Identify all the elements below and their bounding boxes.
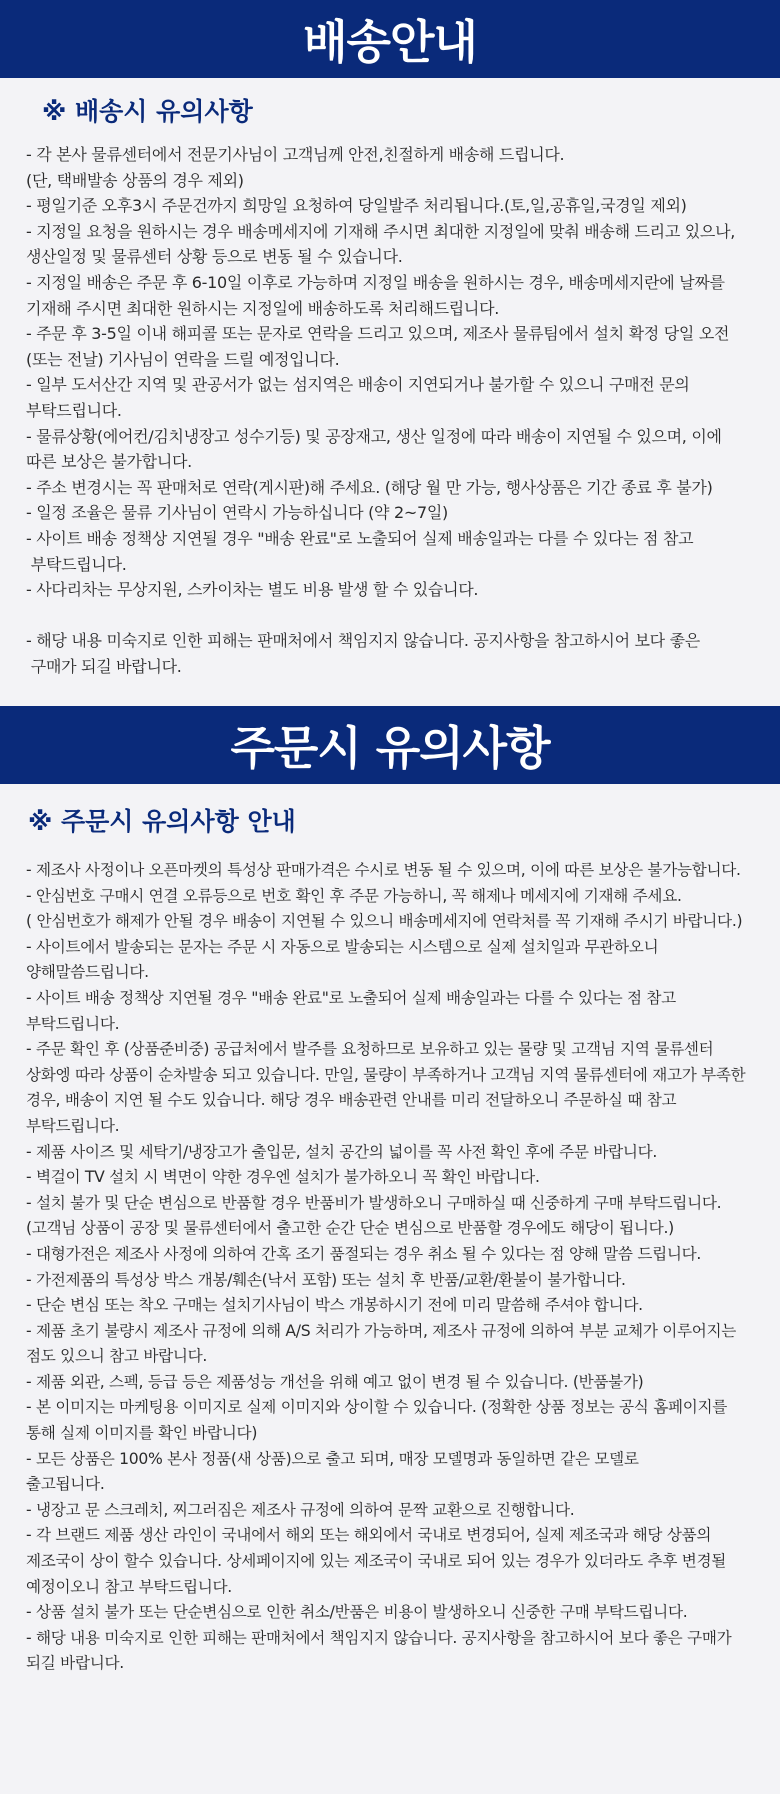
list-item: - 벽걸이 TV 설치 시 벽면이 약한 경우엔 설치가 불가하오니 꼭 확인 바랍니다. — [26, 1168, 540, 1187]
list-item: - 냉장고 문 스크레치, 찌그러짐은 제조사 규정에 의하여 문짝 교환으로 진행합니다. — [26, 1500, 575, 1519]
list-item: - 지정일 배송은 주문 후 6-10일 이후로 가능하며 지정일 배송을 원하시는 경우, 배송메세지란에 날짜를 기재해 주시면 최대한 원하시는 지정일에 배송하도록 처리해드립니다. — [26, 272, 730, 318]
list-item: - 안심번호 구매시 연결 오류등으로 번호 확인 후 주문 가능하니, 꼭 해제나 메세지에 기재해 주세요. — [26, 886, 682, 905]
list-item: - 본 이미지는 마케팅용 이미지로 실제 이미지와 상이할 수 있습니다. (정확한 상품 정보는 공식 홈페이지를 통해 실제 이미지를 확인 바랍니다) — [26, 1398, 732, 1443]
list-item: - 일정 조율은 물류 기사님이 연락시 가능하십니다 (약 2~7일) — [26, 503, 448, 523]
list-item: - 상품 설치 불가 또는 단순변심으로 인한 취소/반품은 비용이 발생하오니 신중한 구매 부탁드립니다. — [26, 1603, 688, 1622]
list-item: - 해당 내용 미숙지로 인한 피해는 판매처에서 책임지지 않습니다. 공지사항을 참고하시어 보다 좋은 구매가 되길 바랍니다. — [26, 631, 700, 676]
list-item: - 제품 초기 불량시 제조사 규정에 의해 A/S 처리가 가능하며, 제조사 규정에 의하여 부분 교체가 이루어지는 점도 있으니 참고 바랍니다. — [26, 1321, 741, 1366]
list-item: - 제품 외관, 스펙, 등급 등은 제품성능 개선을 위해 예고 없이 변경 될 수 있습니다. (반품불가) — [26, 1372, 644, 1391]
list-item: - 평일기준 오후3시 주문건까지 희망일 요청하여 당일발주 처리됩니다.(토,일,공휴일,국경일 제외) — [26, 196, 687, 216]
list-item: - 주소 변경시는 꼭 판매처로 연락(게시판)해 주세요. (해당 월 만 가능, 행사상품은 기간 종료 후 불가) — [26, 477, 713, 497]
order-notice-list — [26, 858, 754, 1677]
delivery-notice-list — [26, 142, 754, 679]
list-item: ( 안심번호가 해제가 안될 경우 배송이 지연될 수 있으니 배송메세지에 연락처를 꼭 기재해 주시기 바랍니다.) — [26, 912, 743, 931]
order-notice-heading: ※ 주문시 유의사항 안내 — [28, 807, 296, 836]
list-item: - 사이트 배송 정책상 지연될 경우 "배송 완료"로 노출되어 실제 배송일과는 다를 수 있다는 점 참고 부탁드립니다. — [26, 988, 681, 1033]
delivery-banner-title: 배송안내 — [303, 15, 477, 69]
list-item: - 대형가전은 제조사 사정에 의하여 간혹 조기 품절되는 경우 취소 될 수 있다는 점 양해 말씀 드립니다. — [26, 1244, 702, 1263]
list-item: - 제품 사이즈 및 세탁기/냉장고가 출입문, 설치 공간의 넓이를 꼭 사전 확인 후에 주문 바랍니다. — [26, 1142, 658, 1161]
delivery-notice-section — [0, 78, 780, 706]
list-item: - 지정일 요청을 원하시는 경우 배송메세지에 기재해 주시면 최대한 지정일에 맞춰 배송해 드리고 있으나, 생산일정 및 물류센터 상황 등으로 변동 될 수 있습니다. — [26, 221, 740, 267]
order-banner — [0, 706, 780, 784]
list-item: - 주문 확인 후 (상품준비중) 공급처에서 발주를 요청하므로 보유하고 있는 물량 및 고객님 지역 물류센터 상화엥 따라 상품이 순차발송 되고 있습니다. 만일, 물량이 부족하거나 고객님 지역 물류센터에 재고가 부족한 경우, 배송이 지연 될 수도 있습니다. 해당 경우 배송관련 안내를 미리 전달하오니 주문하실 때 참고 부탁드립니다. — [26, 1040, 751, 1135]
list-item: - 사다리차는 무상지원, 스카이차는 별도 비용 발생 할 수 있습니다. — [26, 580, 479, 600]
list-item: - 주문 후 3-5일 이내 해피콜 또는 문자로 연락을 드리고 있으며, 제조사 물류팀에서 설치 확정 당일 오전(또는 전날) 기사님이 연락을 드릴 예정입니다. — [26, 324, 730, 369]
list-item: (단, 택배발송 상품의 경우 제외) — [26, 170, 244, 190]
list-item: - 단순 변심 또는 착오 구매는 설치기사님이 박스 개봉하시기 전에 미리 말씀해 주셔야 합니다. — [26, 1296, 643, 1315]
list-item: - 사이트에서 발송되는 문자는 주문 시 자동으로 발송되는 시스템으로 실제 설치일과 무관하오니 양해말씀드립니다. — [26, 937, 664, 982]
list-item: - 모든 상품은 100% 본사 정품(새 상품)으로 출고 되며, 매장 모델명과 동일하면 같은 모델로 출고됩니다. — [26, 1449, 639, 1494]
delivery-banner — [0, 0, 780, 78]
list-item: - 해당 내용 미숙지로 인한 피해는 판매처에서 책임지지 않습니다. 공지사항을 참고하시어 보다 좋은 구매가 되길 바랍니다. — [26, 1628, 737, 1673]
list-spacer — [26, 603, 754, 629]
delivery-notice-heading: ※ 배송시 유의사항 — [42, 97, 253, 126]
order-notice-section — [0, 784, 780, 1794]
list-item: - 사이트 배송 정책상 지연될 경우 "배송 완료"로 노출되어 실제 배송일과는 다를 수 있다는 점 참고 부탁드립니다. — [26, 528, 694, 574]
list-item: - 각 브랜드 제품 생산 라인이 국내에서 해외 또는 해외에서 국내로 변경되어, 실제 제조국과 해당 상품의 제조국이 상이 할수 있습니다. 상세페이지에 있는 제조국이 국내로 되어 있는 경우가 있더라도 추후 변경될 예정이오니 참고 부탁드립니다. — [26, 1526, 731, 1596]
list-item: - 물류상황(에어컨/김치냉장고 성수기등) 및 공장재고, 생산 일정에 따라 배송이 지연될 수 있으며, 이에 따른 보상은 불가합니다. — [26, 426, 727, 472]
list-item: - 가전제품의 특성상 박스 개봉/훼손(낙서 포함) 또는 설치 후 반품/교환/환불이 불가합니다. — [26, 1270, 626, 1289]
list-item: - 제조사 사정이나 오픈마켓의 특성상 판매가격은 수시로 변동 될 수 있으며, 이에 따른 보상은 불가능합니다. — [26, 861, 741, 879]
list-item: - 일부 도서산간 지역 및 관공서가 없는 섬지역은 배송이 지연되거나 불가할 수 있으니 구매전 문의 부탁드립니다. — [26, 375, 695, 420]
order-banner-title: 주문시 유의사항 — [230, 721, 550, 775]
list-item: - 설치 불가 및 단순 변심으로 반품할 경우 반품비가 발생하오니 구매하실 때 신중하게 구매 부탁드립니다. (고객님 상품이 공장 및 물류센터에서 출고한 순간 단순 변심으로 반품할 경우에도 해당이 됩니다.) — [26, 1193, 726, 1238]
list-item: - 각 본사 물류센터에서 전문기사님이 고객님께 안전,친절하게 배송해 드립니다. — [26, 145, 565, 164]
